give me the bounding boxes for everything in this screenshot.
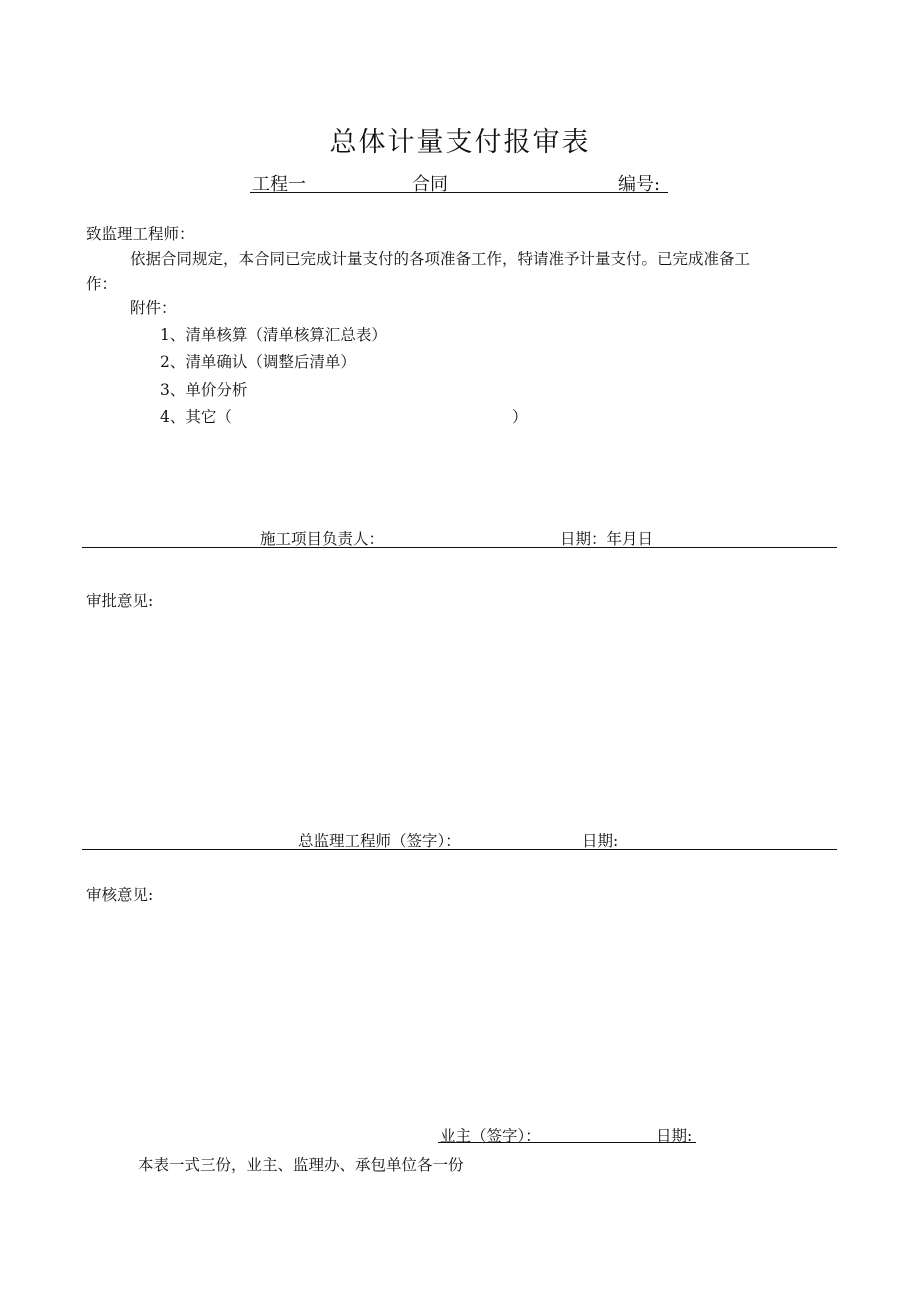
contractor-signer-label: 施工项目负责人： xyxy=(260,530,385,548)
section-divider-2 xyxy=(82,849,837,850)
salutation: 致监理工程师： xyxy=(86,225,195,243)
header-underline xyxy=(250,192,668,193)
contract-field: 合同 xyxy=(412,174,448,195)
footnote: 本表一式三份，业主、监理办、承包单位各一份 xyxy=(138,1156,464,1174)
number-field: 编号: xyxy=(618,174,661,195)
attachment-item-4: 4、其它（ xyxy=(160,408,232,426)
intro-line-2: 作： xyxy=(86,275,118,293)
owner-date-label: 日期: xyxy=(656,1127,693,1145)
section-divider-1 xyxy=(82,547,837,548)
owner-signer-label: 业主（签字）： xyxy=(440,1127,541,1145)
attachment-item-1: 1、清单核算（清单核算汇总表） xyxy=(160,326,387,344)
project-field: 工程一 xyxy=(252,174,306,195)
intro-line-1: 依据合同规定，本合同已完成计量支付的各项准备工作，特请准予计量支付。已完成准备工 xyxy=(130,250,751,268)
owner-signature-underline xyxy=(438,1142,696,1143)
contractor-date-label: 日期：年月日 xyxy=(560,530,654,548)
attachment-item-4-close: ） xyxy=(512,408,528,426)
attachments-label: 附件： xyxy=(130,299,177,317)
approval-label: 审批意见: xyxy=(86,592,154,610)
attachment-item-3: 3、单价分析 xyxy=(160,381,248,399)
chief-engineer-date-label: 日期: xyxy=(582,832,619,850)
chief-engineer-signer-label: 总监理工程师（签字）： xyxy=(298,832,461,850)
review-label: 审核意见: xyxy=(86,886,154,904)
page-title: 总体计量支付报审表 xyxy=(329,127,591,158)
attachment-item-2: 2、清单确认（调整后清单） xyxy=(160,353,356,371)
